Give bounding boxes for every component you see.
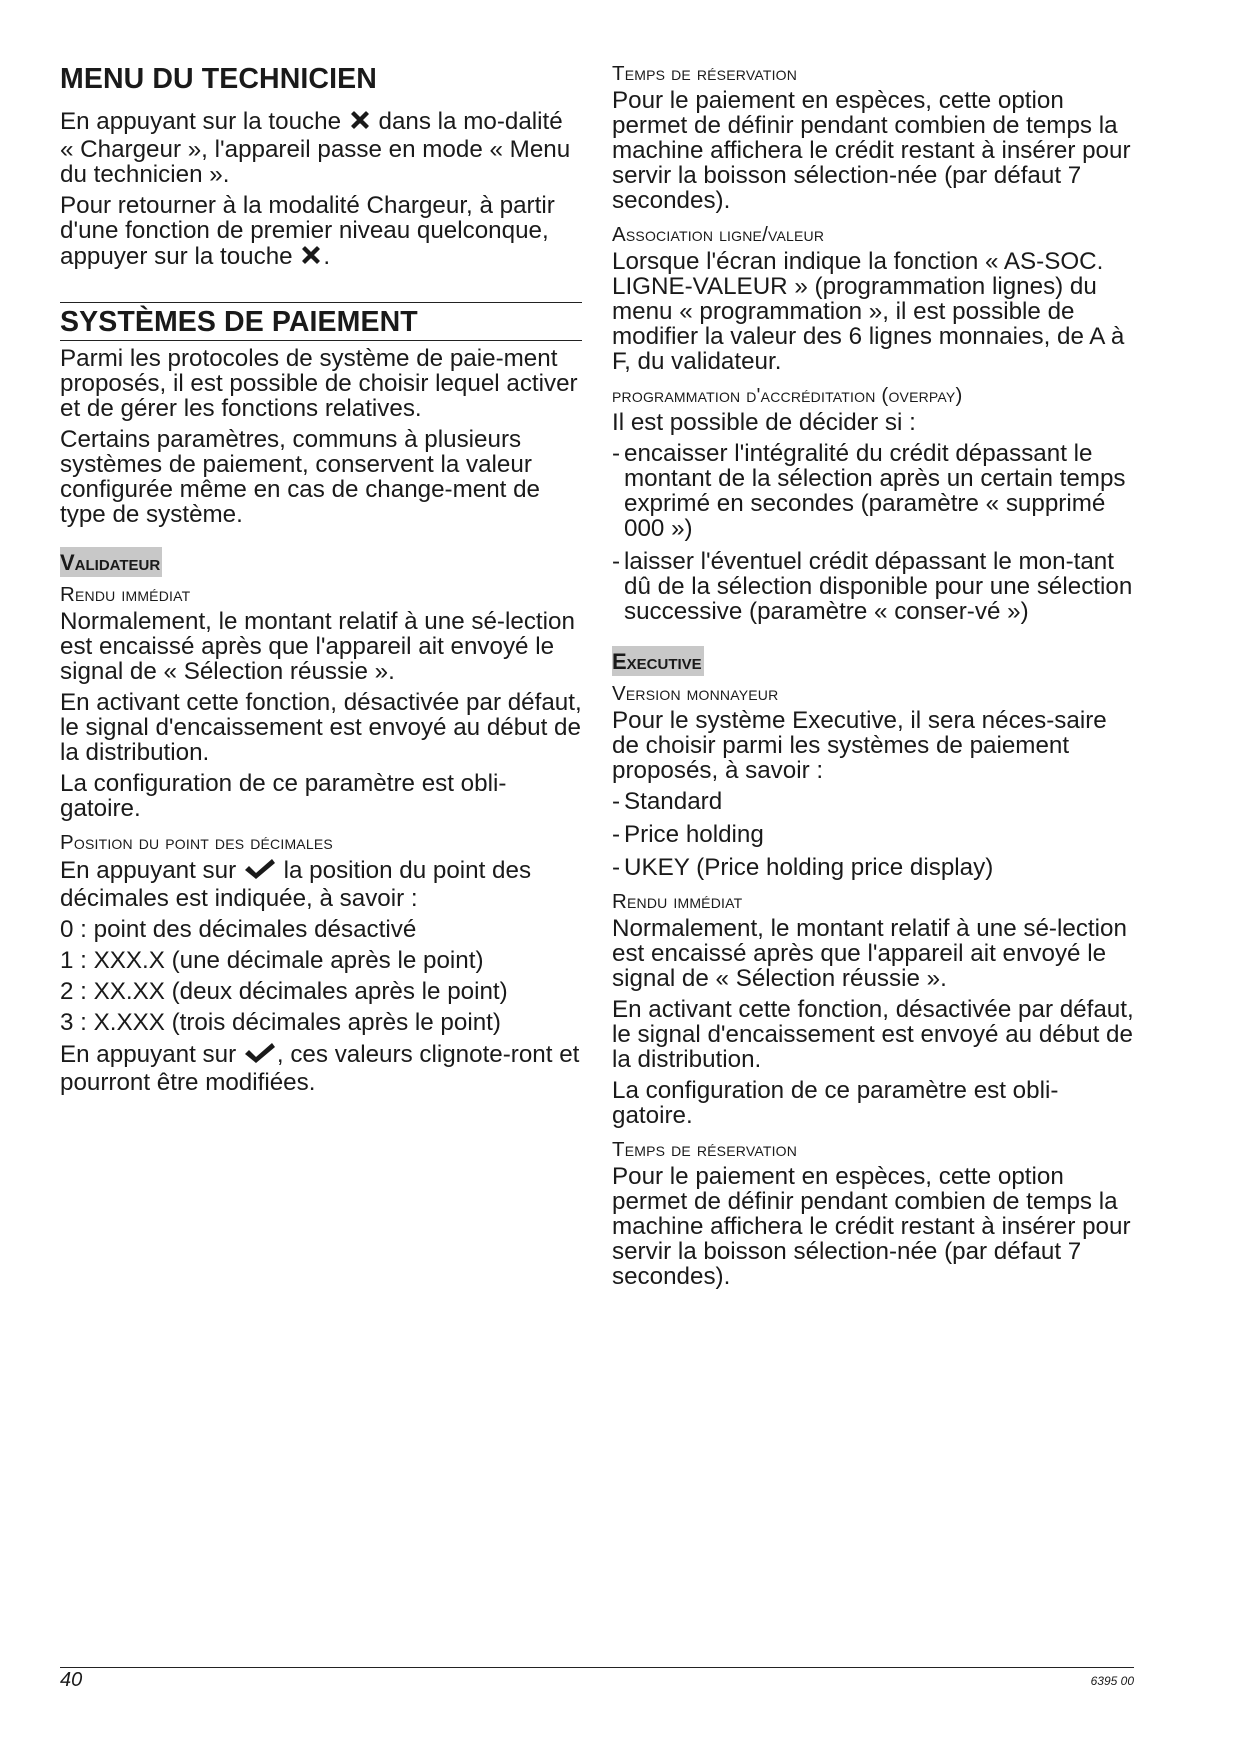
rendu-heading: Rendu immédiat bbox=[60, 583, 191, 606]
rendu2-paragraph-2: En activant cette fonction, désactivée par défaut, le signal d'encaissement est envoyé au début de la distribution. bbox=[612, 996, 1134, 1073]
menu-p2-text-b: . bbox=[323, 243, 331, 270]
decimal-paragraph-1 bbox=[60, 857, 582, 911]
version-option-2: - Price holding bbox=[612, 822, 1134, 847]
version-option-2-text: Price holding bbox=[624, 821, 764, 848]
overpay-option-2-text: laisser l'éventuel crédit dépassant le mon-tant dû de la sélection disponible pour une sélection successive (paramètre « conser-vé ») bbox=[624, 548, 1133, 625]
cross-icon bbox=[299, 243, 323, 272]
decimal-p1-text-a: En appuyant sur bbox=[60, 857, 237, 884]
overpay-paragraph: Il est possible de décider si : bbox=[612, 409, 916, 436]
rendu-paragraph-3: La configuration de ce paramètre est obli-gatoire. bbox=[60, 770, 507, 822]
executive-heading: Executive bbox=[612, 646, 704, 676]
overpay-option-2: - laisser l'éventuel crédit dépassant le mon-tant dû de la sélection disponible pour une sélection successive (paramètre « conser-vé ») bbox=[612, 548, 1133, 625]
rendu-paragraph-1: Normalement, le montant relatif à une sé-lection est encaissé après que l'appareil ait envoyé le signal de « Sélection réussie ». bbox=[60, 608, 575, 685]
decimal-option-3: 3 : X.XXX (trois décimales après le point) bbox=[60, 1009, 501, 1036]
payment-section-header bbox=[60, 302, 582, 341]
menu-p2-text-a: Pour retourner à la modalité Chargeur, à partir d'une fonction de premier niveau quelconque, appuyer sur la touche bbox=[60, 192, 555, 270]
association-paragraph: Lorsque l'écran indique la fonction « AS-SOC. LIGNE-VALEUR » (programmation lignes) du menu « programmation », il est possible de modifier la valeur des 6 lignes monnaies, de A à F, du validateur. bbox=[612, 248, 1125, 375]
version-paragraph: Pour le système Executive, il sera néces-saire de choisir parmi les systèmes de paiement proposés, à savoir : bbox=[612, 707, 1107, 784]
menu-paragraph-1 bbox=[60, 108, 582, 187]
decimal-option-0: 0 : point des décimales désactivé bbox=[60, 916, 417, 943]
version-heading: Version monnayeur bbox=[612, 682, 779, 705]
rendu2-paragraph-1: Normalement, le montant relatif à une sé-lection est encaissé après que l'appareil ait envoyé le signal de « Sélection réussie ». bbox=[612, 915, 1127, 992]
payment-title: SYSTÈMES DE PAIEMENT bbox=[60, 306, 418, 338]
decimal-option-2: 2 : XX.XX (deux décimales après le point) bbox=[60, 978, 508, 1005]
overpay-heading: programmation d'accréditation (overpay) bbox=[612, 384, 963, 407]
page-number: 40 bbox=[60, 1669, 83, 1691]
menu-title: MENU DU TECHNICIEN bbox=[60, 63, 377, 95]
decimal-p2-text-a: En appuyant sur bbox=[60, 1041, 237, 1068]
rendu2-paragraph-3: La configuration de ce paramètre est obli-gatoire. bbox=[612, 1077, 1059, 1129]
decimal-position-heading: Position du point des décimales bbox=[60, 831, 333, 854]
reservation-heading-1: Temps de réservation bbox=[612, 62, 798, 85]
reservation-paragraph-2: Pour le paiement en espèces, cette option permet de définir pendant combien de temps la machine affichera le crédit restant à insérer pour servir la boisson sélection-née (par défaut 7 secondes). bbox=[612, 1163, 1131, 1290]
overpay-option-1-text: encaisser l'intégralité du crédit dépassant le montant de la sélection après un certain temps exprimé en secondes (paramètre « supprimé 000 ») bbox=[624, 440, 1126, 542]
right-column bbox=[612, 62, 1134, 1295]
footer-divider bbox=[60, 1667, 1134, 1668]
payment-paragraph-1: Parmi les protocoles de système de paie-ment proposés, il est possible de choisir lequel activer et de gérer les fonctions relatives. bbox=[60, 345, 578, 422]
cross-icon bbox=[348, 108, 372, 137]
decimal-paragraph-2 bbox=[60, 1041, 582, 1095]
rendu-heading-2: Rendu immédiat bbox=[612, 890, 743, 913]
menu-p1-text-a: En appuyant sur la touche bbox=[60, 108, 342, 135]
version-option-3: - UKEY (Price holding price display) bbox=[612, 855, 1134, 880]
reservation-paragraph-1: Pour le paiement en espèces, cette option permet de définir pendant combien de temps la machine affichera le crédit restant à insérer pour servir la boisson sélection-née (par défaut 7 secondes). bbox=[612, 87, 1131, 214]
rendu-paragraph-2: En activant cette fonction, désactivée par défaut, le signal d'encaissement est envoyé au début de la distribution. bbox=[60, 689, 582, 766]
decimal-p1-text-b: la position du point des décimales est indiquée, à savoir : bbox=[60, 857, 532, 912]
left-column bbox=[60, 62, 582, 1101]
overpay-option-1: - encaisser l'intégralité du crédit dépassant le montant de la sélection après un certain temps exprimé en secondes (paramètre « supprimé 000 ») bbox=[612, 441, 1134, 541]
version-option-1: - Standard bbox=[612, 789, 1134, 814]
reservation-heading-2: Temps de réservation bbox=[612, 1138, 798, 1161]
menu-paragraph-2 bbox=[60, 193, 582, 272]
version-option-3-text: UKEY (Price holding price display) bbox=[624, 854, 994, 881]
menu-p1-text-b: dans la mo-dalité « Chargeur », l'appareil passe en mode « Menu du technicien ». bbox=[60, 108, 571, 188]
validator-heading: Validateur bbox=[60, 547, 162, 577]
decimal-p2-text-b: , ces valeurs clignote-ront et pourront être modifiées. bbox=[60, 1041, 580, 1096]
checkmark-icon bbox=[243, 857, 277, 886]
payment-paragraph-2: Certains paramètres, communs à plusieurs systèmes de paiement, conservent la valeur configurée même en cas de change-ment de type de système. bbox=[60, 426, 541, 528]
version-option-1-text: Standard bbox=[624, 788, 723, 815]
decimal-option-1: 1 : XXX.X (une décimale après le point) bbox=[60, 947, 484, 974]
association-heading: Association ligne/valeur bbox=[612, 223, 825, 246]
document-code: 6395 00 bbox=[1090, 1674, 1134, 1688]
checkmark-icon bbox=[243, 1041, 277, 1070]
